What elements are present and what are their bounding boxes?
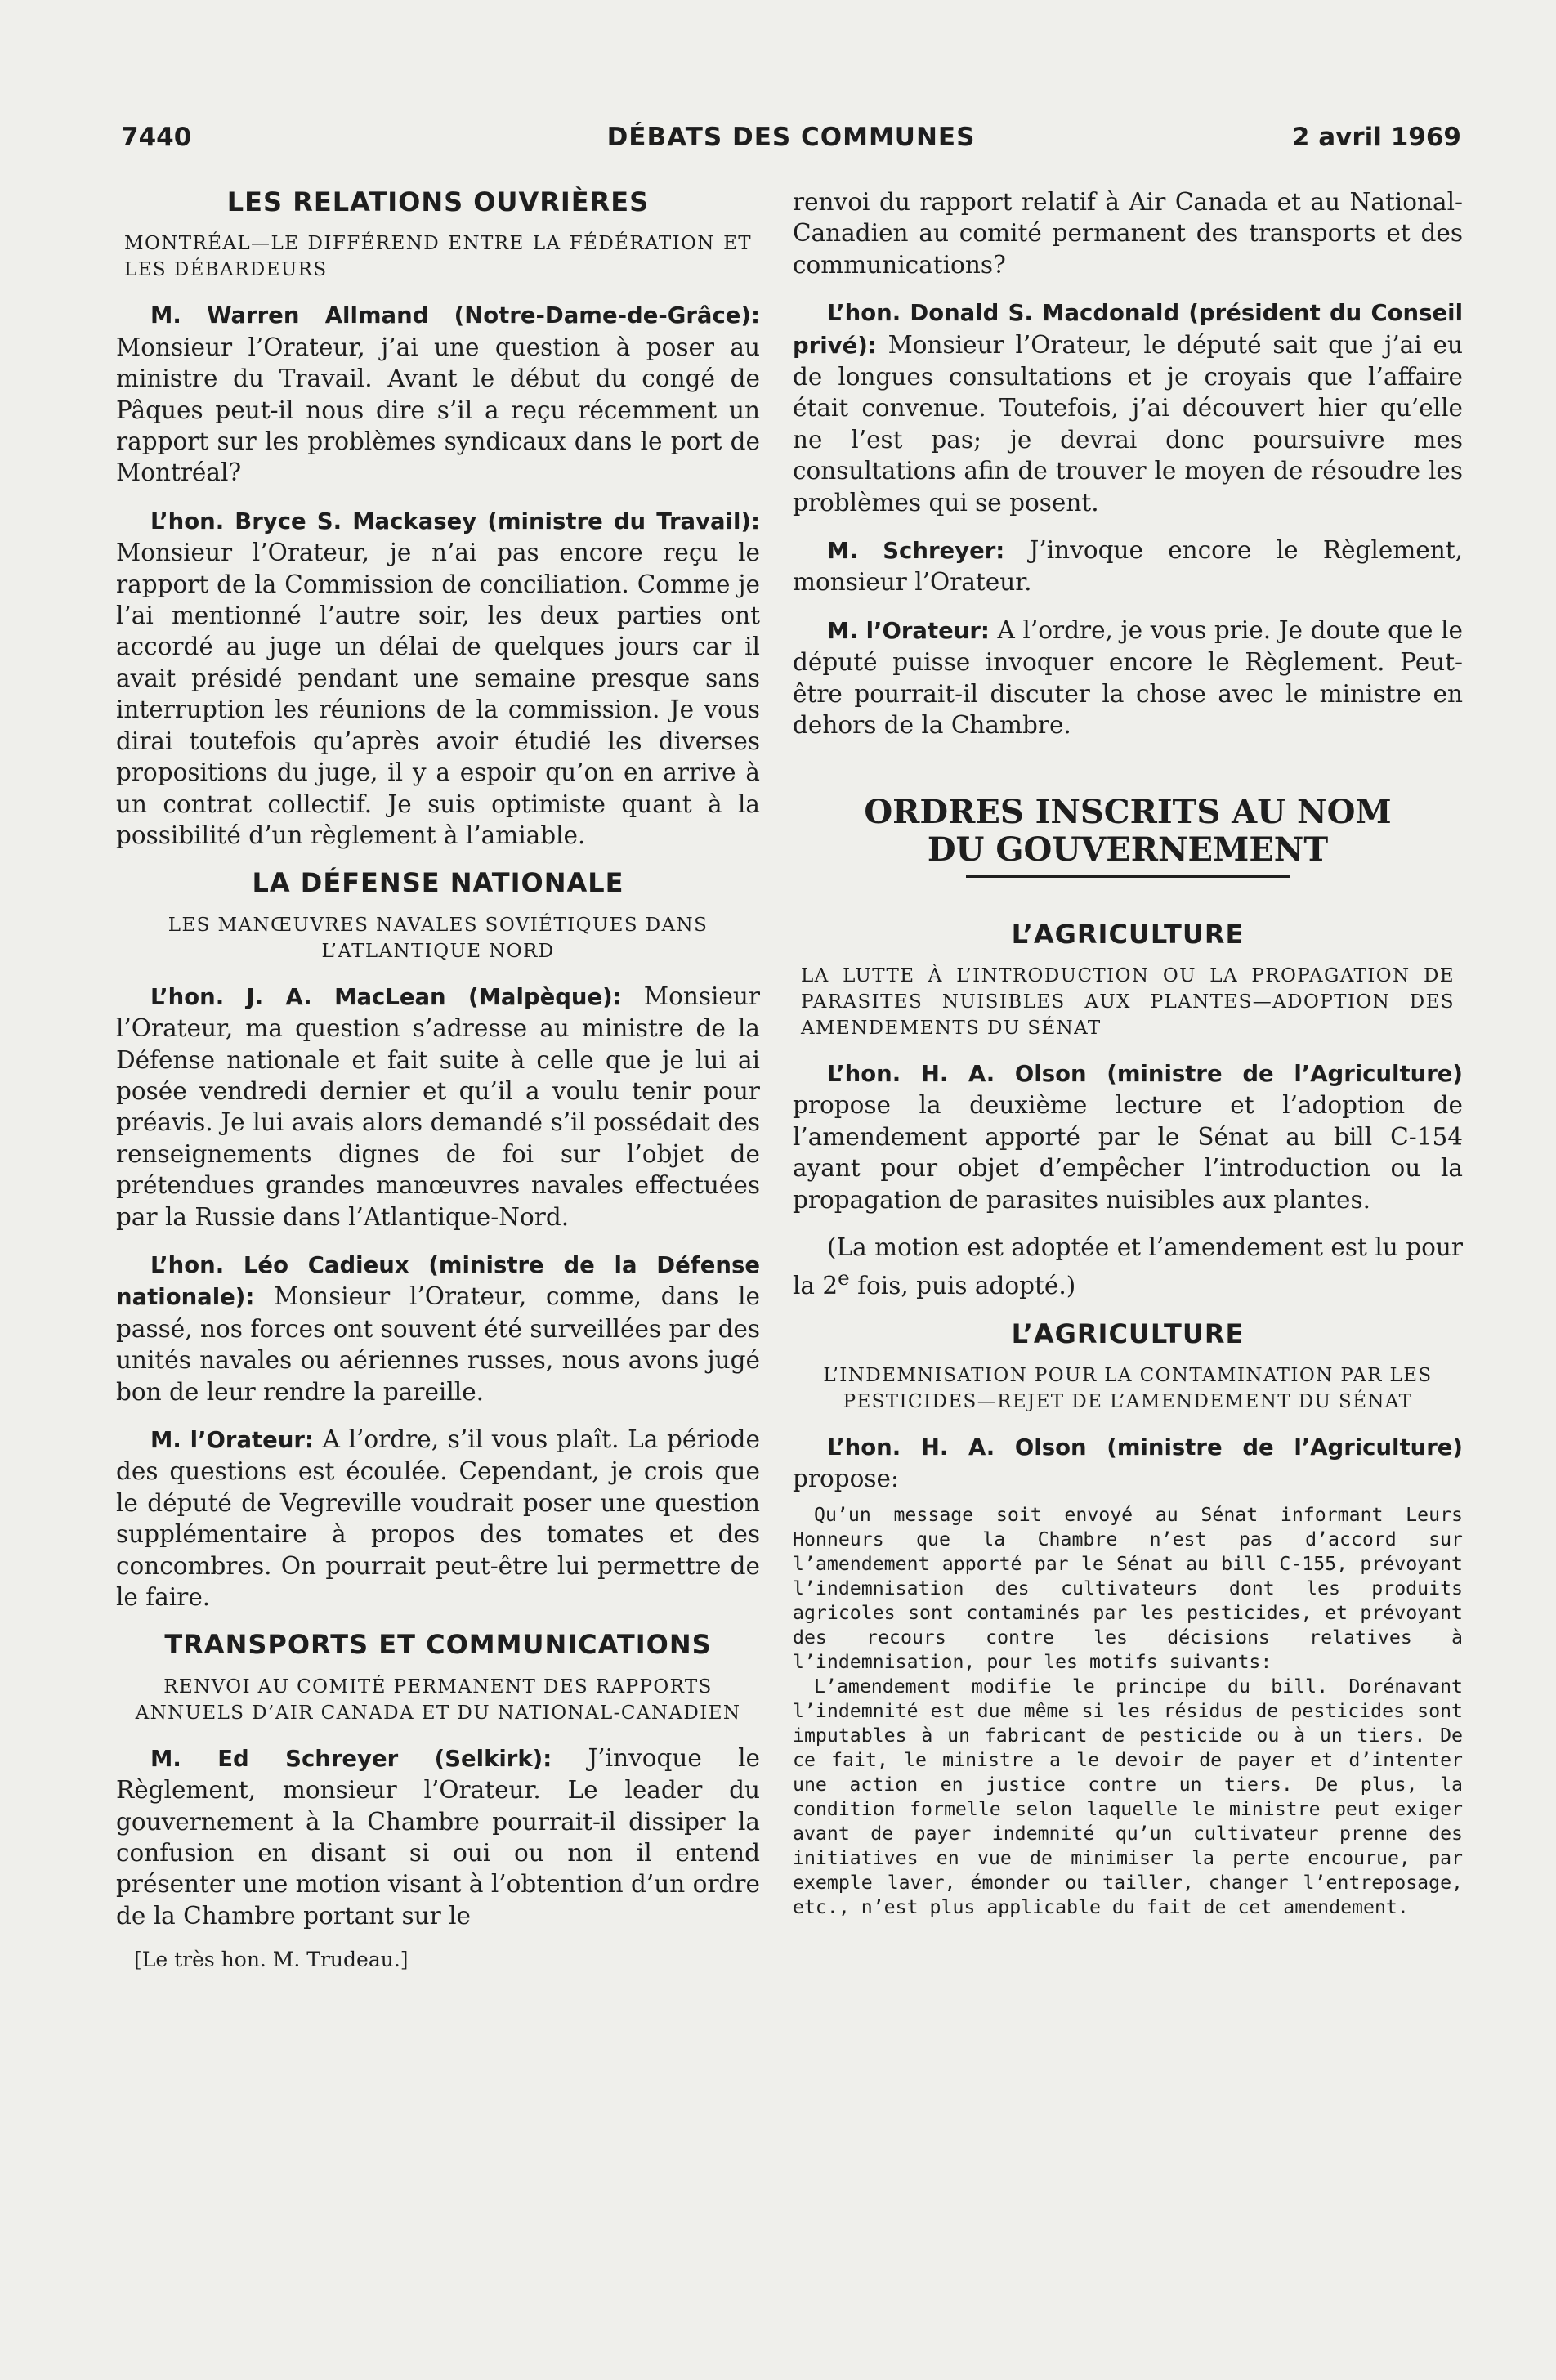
- speech-text: renvoi du rapport relatif à Air Canada et au National-Canadien au comité permanent des transports et des communications?: [793, 188, 1463, 279]
- page-number: 7440: [121, 123, 192, 152]
- speaker-name: M. l’Orateur:: [150, 1427, 314, 1453]
- speech-text: Monsieur l’Orateur, j’ai une question à poser au ministre du Travail. Avant le début du congé de Pâques peut-il nous dire s’il a reçu récemment un rapport sur les problèmes syndicaux dans le port de Montréal?: [116, 333, 760, 487]
- left-column: [116, 186, 760, 1976]
- page-header: [121, 123, 1461, 167]
- paragraph-mackasey: [116, 505, 760, 851]
- paragraph-cadieux: [116, 1249, 760, 1407]
- speaker-name: L’hon. H. A. Olson (ministre de l’Agriculture): [827, 1060, 1463, 1087]
- page-date: 2 avril 1969: [1291, 123, 1461, 152]
- section-subheading-air-canada: RENVOI AU COMITÉ PERMANENT DES RAPPORTS ANNUELS D’AIR CANADA ET DU NATIONAL-CANADIEN: [135, 1675, 741, 1724]
- speech-text: propose:: [793, 1465, 899, 1493]
- paragraph-schreyer: [116, 1742, 760, 1931]
- speech-text: Monsieur l’Orateur, comme, dans le passé, nos forces ont souvent été surveillées par des unités navales ou aériennes russes, nous avons jugé bon de leur rendre la pareille.: [116, 1282, 760, 1406]
- section-heading-labour: LES RELATIONS OUVRIÈRES: [226, 186, 650, 217]
- right-column: [793, 186, 1463, 1920]
- paragraph-motion-adopted: [793, 1232, 1463, 1302]
- motion-quote-2: L’amendement modifie le principe du bill. Dorénavant l’indemnité est due même si les résidus de pesticides sont imputables à un fabricant de pesticide ou à un tiers. De ce fait, le ministre a le devoir de payer et d’intenter une action en justice contre un tiers. De plus, la condition formelle selon laquelle le ministre peut exiger avant de payer indemnité qu’un cultivateur prenne des initiatives en vue de minimiser la perte encourue, par exemple laver, émonder ou tailler, changer l’entreposage, etc., n’est plus applicable du fait de cet amendement.: [793, 1675, 1463, 1918]
- paragraph-macdonald: [793, 297, 1463, 518]
- ordinal-suffix: e: [838, 1266, 850, 1291]
- speaker-name: L’hon. Bryce S. Mackasey (ministre du Travail):: [150, 508, 760, 535]
- footer-note: [Le très hon. M. Trudeau.]: [134, 1948, 409, 1972]
- paragraph-olson-2: [793, 1431, 1463, 1495]
- speaker-name: M. Schreyer:: [827, 538, 1005, 565]
- section-subheading-montreal: MONTRÉAL—LE DIFFÉREND ENTRE LA FÉDÉRATION ET LES DÉBARDEURS: [124, 233, 752, 281]
- speaker-name: L’hon. Donald S. Macdonald (président du Conseil privé):: [793, 300, 1463, 359]
- motion-quote-1: Qu’un message soit envoyé au Sénat informant Leurs Honneurs que la Chambre n’est pas d’accord sur l’amendement apporté par le Sénat au bill C-155, prévoyant l’indemnisation des cultivateurs dont les produits agricoles sont contaminés par les pesticides, et prévoyant des recours contre les décisions relatives à l’indemnisation, pour les motifs suivants:: [793, 1503, 1463, 1673]
- speech-text: A l’ordre, je vous prie. Je doute que le député puisse invoquer encore le Règlement. Peut-être pourrait-il discuter la chose avec le ministre en dehors de la Chambre.: [793, 615, 1463, 740]
- speech-text: J’invoque encore le Règlement, monsieur l’Orateur.: [793, 536, 1463, 597]
- speaker-name: L’hon. J. A. MacLean (Malpèque):: [150, 983, 622, 1010]
- motion-text-end: fois, puis adopté.): [849, 1272, 1076, 1300]
- section-heading-defense: LA DÉFENSE NATIONALE: [252, 867, 624, 899]
- speaker-name: L’hon. Léo Cadieux (ministre de la Défense nationale):: [116, 1251, 760, 1311]
- motion-text: (La motion est adoptée et l’amendement est lu pour la 2: [793, 1232, 1463, 1300]
- speaker-name: M. l’Orateur:: [827, 617, 990, 644]
- paragraph-speaker-order-2: [793, 615, 1463, 741]
- speaker-name: M. Ed Schreyer (Selkirk):: [150, 1745, 552, 1772]
- heading-rule: [966, 875, 1290, 878]
- section-subheading-naval: LES MANŒUVRES NAVALES SOVIÉTIQUES DANS L’ATLANTIQUE NORD: [168, 914, 709, 962]
- orders-heading-line2: DU GOUVERNEMENT: [927, 830, 1329, 869]
- paragraph-schreyer-continued: [793, 186, 1463, 280]
- section-subheading-parasites: LA LUTTE À L’INTRODUCTION OU LA PROPAGATION DE PARASITES NUISIBLES AUX PLANTES—ADOPTION DES AMENDEMENTS DU SÉNAT: [801, 964, 1455, 1039]
- paragraph-speaker-order: [116, 1424, 760, 1613]
- speech-text: J’invoque le Règlement, monsieur l’Orateur. Le leader du gouvernement à la Chambre pourrait-il dissiper la confusion en disant si oui ou non il entend présenter une motion visant à l’obtention d’un ordre de la Chambre portant sur le: [116, 1743, 760, 1930]
- paragraph-olson-1: [793, 1058, 1463, 1215]
- speech-text: Monsieur l’Orateur, ma question s’adresse au ministre de la Défense nationale et fait suite à celle que je lui ai posée vendredi dernier et qu’il a voulu tenir pour préavis. Je lui avais alors demandé s’il possédait des renseignements dignes de foi sur l’objet de prétendues grandes manœuvres navales effectuées par la Russie dans l’Atlantique-Nord.: [116, 982, 760, 1231]
- speaker-name: L’hon. H. A. Olson (ministre de l’Agriculture): [827, 1434, 1463, 1461]
- speaker-name: M. Warren Allmand (Notre-Dame-de-Grâce):: [150, 302, 760, 329]
- paragraph-allmand: [116, 299, 760, 488]
- speech-text: A l’ordre, s’il vous plaît. La période des questions est écoulée. Cependant, je crois que le député de Vegreville voudrait poser une question supplémentaire à propos des tomates et des concombres. On pourrait peut-être lui permettre de le faire.: [116, 1425, 760, 1612]
- paragraph-schreyer-2: [793, 535, 1463, 598]
- speech-text: propose la deuxième lecture et l’adoption de l’amendement apporté par le Sénat au bill C-154 ayant pour objet d’empêcher l’introduction ou la propagation de parasites nuisibles aux plantes.: [793, 1091, 1463, 1214]
- section-subheading-pesticides: L’INDEMNISATION POUR LA CONTAMINATION PAR LES PESTICIDES—REJET DE L’AMENDEMENT DU SÉNAT: [823, 1364, 1433, 1412]
- orders-heading-line1: ORDRES INSCRITS AU NOM: [864, 792, 1392, 831]
- publication-title: DÉBATS DES COMMUNES: [606, 123, 976, 152]
- orders-heading: [793, 794, 1463, 878]
- section-heading-transport: TRANSPORTS ET COMMUNICATIONS: [164, 1629, 712, 1661]
- section-heading-agriculture-2: L’AGRICULTURE: [1011, 1318, 1245, 1349]
- speech-text: Monsieur l’Orateur, je n’ai pas encore reçu le rapport de la Commission de conciliation. Comme je l’ai mentionné l’autre soir, les deux parties ont accordé au juge un délai de quelques jours car il avait présidé pendant une semaine presque sans interruption les réunions de la commission. Je vous dirai toutefois qu’après avoir étudié les diverses propositions du juge, il y a espoir qu’on en arrive à un contrat collectif. Je suis optimiste quant à la possibilité d’un règlement à l’amiable.: [116, 539, 760, 849]
- section-heading-agriculture-1: L’AGRICULTURE: [1011, 918, 1245, 950]
- speech-text: Monsieur l’Orateur, le député sait que j’ai eu de longues consultations et je croyais que l’affaire était convenue. Toutefois, j’ai découvert hier qu’elle ne l’est pas; je devrai donc poursuivre mes consultations afin de trouver le moyen de résoudre les problèmes qui se posent.: [793, 330, 1463, 517]
- paragraph-maclean: [116, 981, 760, 1232]
